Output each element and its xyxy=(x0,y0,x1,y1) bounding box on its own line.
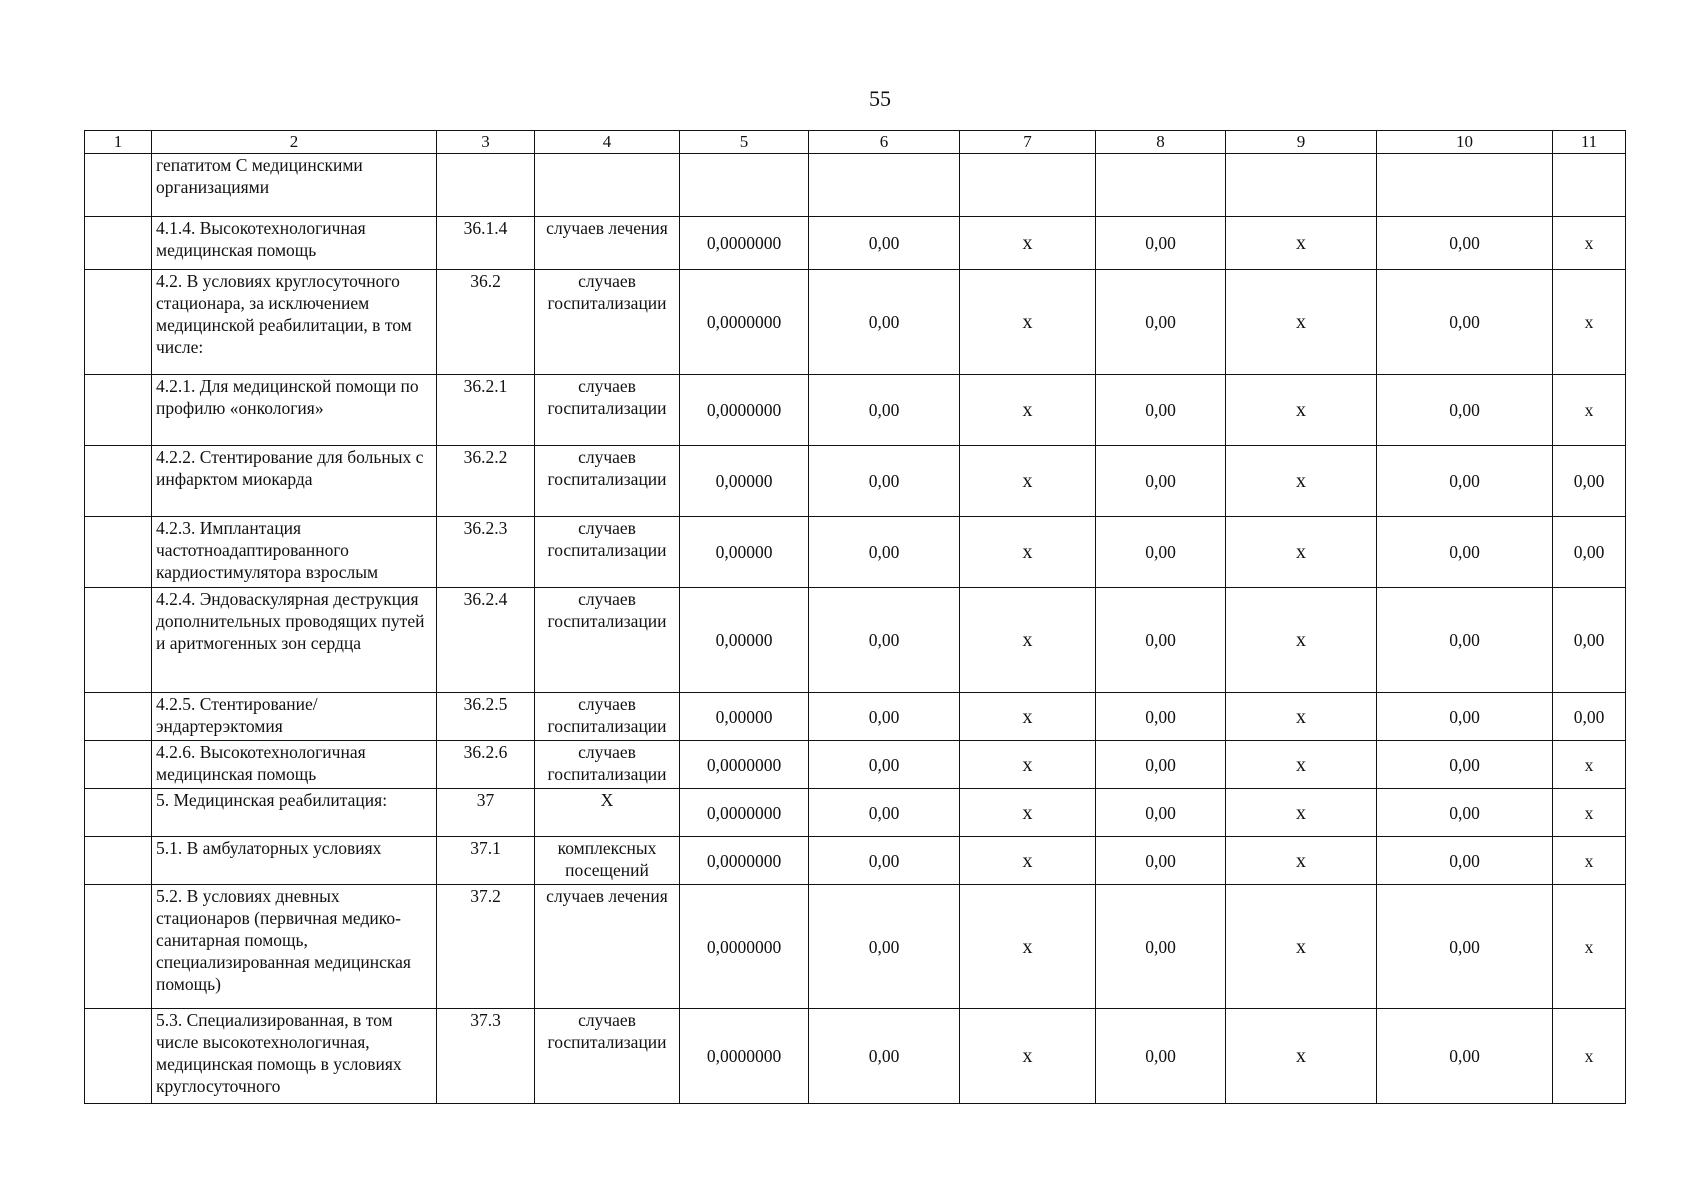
cell-col7: х xyxy=(960,741,1096,789)
cell-col4: случаев госпитализации xyxy=(535,375,680,446)
cell-col11 xyxy=(1553,154,1626,217)
cell-col5: 0,0000000 xyxy=(680,375,809,446)
cell-col9: х xyxy=(1226,375,1377,446)
cell-col9: х xyxy=(1226,446,1377,517)
cell-col10 xyxy=(1377,154,1553,217)
table-row xyxy=(85,789,1626,837)
cell-col10: 0,00 xyxy=(1377,375,1553,446)
cell-col5: 0,0000000 xyxy=(680,837,809,885)
cell-col8: 0,00 xyxy=(1096,837,1226,885)
cell-col8: 0,00 xyxy=(1096,446,1226,517)
cell-col8: 0,00 xyxy=(1096,1009,1226,1104)
cell-col5: 0,0000000 xyxy=(680,1009,809,1104)
cell-col10: 0,00 xyxy=(1377,741,1553,789)
cell-col9: х xyxy=(1226,270,1377,375)
cell-col6: 0,00 xyxy=(809,588,960,693)
cell-col7 xyxy=(960,154,1096,217)
cell-col5: 0,0000000 xyxy=(680,789,809,837)
row-number-cell xyxy=(85,217,152,270)
cell-col5: 0,00000 xyxy=(680,517,809,588)
col-header: 9 xyxy=(1226,131,1377,154)
cell-col7: х xyxy=(960,375,1096,446)
cell-col3: 36.2.2 xyxy=(437,446,535,517)
cell-col8: 0,00 xyxy=(1096,885,1226,1009)
cell-col11: 0,00 xyxy=(1553,588,1626,693)
col-header: 8 xyxy=(1096,131,1226,154)
cell-col6: 0,00 xyxy=(809,837,960,885)
table-row xyxy=(85,217,1626,270)
cell-col3: 37 xyxy=(437,789,535,837)
cell-col5: 0,0000000 xyxy=(680,741,809,789)
cell-col7: х xyxy=(960,1009,1096,1104)
cell-col11: 0,00 xyxy=(1553,517,1626,588)
col-header: 3 xyxy=(437,131,535,154)
cell-col10: 0,00 xyxy=(1377,270,1553,375)
cell-col11: х xyxy=(1553,837,1626,885)
cell-col4: случаев госпитализации xyxy=(535,741,680,789)
cell-col4: случаев госпитализации xyxy=(535,446,680,517)
cell-col9: х xyxy=(1226,217,1377,270)
cell-col3: 36.2.4 xyxy=(437,588,535,693)
cell-col6: 0,00 xyxy=(809,693,960,741)
cell-col2: 4.1.4. Высокотехнологичная медицинская помощь xyxy=(152,217,437,270)
table-row xyxy=(85,446,1626,517)
cell-col11: 0,00 xyxy=(1553,693,1626,741)
cell-col6 xyxy=(809,154,960,217)
cell-col5: 0,0000000 xyxy=(680,217,809,270)
cell-col10: 0,00 xyxy=(1377,517,1553,588)
table-row xyxy=(85,885,1626,1009)
cell-col9: х xyxy=(1226,588,1377,693)
cell-col10: 0,00 xyxy=(1377,446,1553,517)
cell-col4 xyxy=(535,154,680,217)
table-row xyxy=(85,375,1626,446)
cell-col4: случаев лечения xyxy=(535,217,680,270)
row-number-cell xyxy=(85,837,152,885)
cell-col11: 0,00 xyxy=(1553,446,1626,517)
cell-col6: 0,00 xyxy=(809,789,960,837)
cell-col5: 0,00000 xyxy=(680,446,809,517)
col-header: 2 xyxy=(152,131,437,154)
cell-col2: гепатитом С медицинскими организациями xyxy=(152,154,437,217)
cell-col9: х xyxy=(1226,741,1377,789)
row-number-cell xyxy=(85,154,152,217)
cell-col4: случаев лечения xyxy=(535,885,680,1009)
table-row xyxy=(85,270,1626,375)
cell-col2: 5. Медицинская реабилитация: xyxy=(152,789,437,837)
cell-col6: 0,00 xyxy=(809,446,960,517)
col-header: 1 xyxy=(85,131,152,154)
cell-col3: 36.2.6 xyxy=(437,741,535,789)
row-number-cell xyxy=(85,588,152,693)
cell-col3 xyxy=(437,154,535,217)
cell-col8: 0,00 xyxy=(1096,741,1226,789)
cell-col11: х xyxy=(1553,270,1626,375)
col-header: 4 xyxy=(535,131,680,154)
row-number-cell xyxy=(85,446,152,517)
cell-col3: 36.2.1 xyxy=(437,375,535,446)
cell-col2: 4.2.5. Стентирование/эндартерэктомия xyxy=(152,693,437,741)
cell-col2: 5.3. Специализированная, в том числе высокотехнологичная, медицинская помощь в условиях круглосуточного xyxy=(152,1009,437,1104)
cell-col4: случаев госпитализации xyxy=(535,517,680,588)
row-number-cell xyxy=(85,885,152,1009)
cell-col4: случаев госпитализации xyxy=(535,588,680,693)
col-header: 6 xyxy=(809,131,960,154)
table-row xyxy=(85,588,1626,693)
cell-col9 xyxy=(1226,154,1377,217)
cell-col9: х xyxy=(1226,837,1377,885)
cell-col8: 0,00 xyxy=(1096,517,1226,588)
cell-col7: х xyxy=(960,693,1096,741)
row-number-cell xyxy=(85,270,152,375)
cell-col6: 0,00 xyxy=(809,1009,960,1104)
cell-col7: х xyxy=(960,446,1096,517)
cell-col9: х xyxy=(1226,885,1377,1009)
cell-col8: 0,00 xyxy=(1096,375,1226,446)
cell-col2: 4.2.1. Для медицинской помощи по профилю «онкология» xyxy=(152,375,437,446)
cell-col8: 0,00 xyxy=(1096,217,1226,270)
cell-col2: 4.2.4. Эндоваскулярная деструкция дополнительных проводящих путей и аритмогенных зон сердца xyxy=(152,588,437,693)
cell-col11: х xyxy=(1553,217,1626,270)
cell-col7: х xyxy=(960,270,1096,375)
cell-col2: 4.2.6. Высокотехнологичная медицинская помощь xyxy=(152,741,437,789)
cell-col10: 0,00 xyxy=(1377,837,1553,885)
cell-col11: х xyxy=(1553,789,1626,837)
col-header: 7 xyxy=(960,131,1096,154)
cell-col7: х xyxy=(960,517,1096,588)
cell-col10: 0,00 xyxy=(1377,693,1553,741)
cell-col10: 0,00 xyxy=(1377,1009,1553,1104)
cell-col4: случаев госпитализации xyxy=(535,270,680,375)
cell-col4: Х xyxy=(535,789,680,837)
cell-col11: х xyxy=(1553,885,1626,1009)
cell-col6: 0,00 xyxy=(809,270,960,375)
table-row xyxy=(85,1009,1626,1104)
cell-col7: х xyxy=(960,885,1096,1009)
row-number-cell xyxy=(85,517,152,588)
cell-col10: 0,00 xyxy=(1377,588,1553,693)
cell-col8: 0,00 xyxy=(1096,693,1226,741)
row-number-cell xyxy=(85,693,152,741)
cell-col11: х xyxy=(1553,741,1626,789)
cell-col8: 0,00 xyxy=(1096,588,1226,693)
cell-col5 xyxy=(680,154,809,217)
col-header: 5 xyxy=(680,131,809,154)
cell-col10: 0,00 xyxy=(1377,885,1553,1009)
column-number-header xyxy=(85,131,1626,154)
cell-col6: 0,00 xyxy=(809,375,960,446)
row-number-cell xyxy=(85,741,152,789)
cell-col4: комплексных посещений xyxy=(535,837,680,885)
data-table xyxy=(84,130,1626,1104)
cell-col8 xyxy=(1096,154,1226,217)
cell-col3: 36.1.4 xyxy=(437,217,535,270)
cell-col7: х xyxy=(960,789,1096,837)
cell-col5: 0,00000 xyxy=(680,693,809,741)
cell-col11: х xyxy=(1553,375,1626,446)
cell-col3: 36.2.5 xyxy=(437,693,535,741)
table-row xyxy=(85,517,1626,588)
cell-col6: 0,00 xyxy=(809,217,960,270)
cell-col2: 5.1. В амбулаторных условиях xyxy=(152,837,437,885)
cell-col3: 36.2.3 xyxy=(437,517,535,588)
cell-col9: х xyxy=(1226,1009,1377,1104)
table-row xyxy=(85,741,1626,789)
cell-col11: х xyxy=(1553,1009,1626,1104)
row-number-cell xyxy=(85,375,152,446)
cell-col9: х xyxy=(1226,789,1377,837)
cell-col3: 37.2 xyxy=(437,885,535,1009)
cell-col8: 0,00 xyxy=(1096,789,1226,837)
col-header: 10 xyxy=(1377,131,1553,154)
cell-col2: 5.2. В условиях дневных стационаров (первичная медико-санитарная помощь, специализированная медицинская помощь) xyxy=(152,885,437,1009)
cell-col10: 0,00 xyxy=(1377,789,1553,837)
cell-col6: 0,00 xyxy=(809,517,960,588)
cell-col3: 36.2 xyxy=(437,270,535,375)
cell-col9: х xyxy=(1226,517,1377,588)
row-number-cell xyxy=(85,789,152,837)
table-row xyxy=(85,837,1626,885)
cell-col4: случаев госпитализации xyxy=(535,1009,680,1104)
cell-col10: 0,00 xyxy=(1377,217,1553,270)
cell-col5: 0,0000000 xyxy=(680,270,809,375)
cell-col2: 4.2.3. Имплантация частотноадаптированного кардиостимулятора взрослым xyxy=(152,517,437,588)
cell-col7: х xyxy=(960,837,1096,885)
cell-col2: 4.2. В условиях круглосуточного стационара, за исключением медицинской реабилитации, в том числе: xyxy=(152,270,437,375)
cell-col3: 37.3 xyxy=(437,1009,535,1104)
cell-col6: 0,00 xyxy=(809,885,960,1009)
cell-col5: 0,0000000 xyxy=(680,885,809,1009)
cell-col7: х xyxy=(960,588,1096,693)
cell-col6: 0,00 xyxy=(809,741,960,789)
page-number: 55 xyxy=(869,86,891,111)
table-row xyxy=(85,154,1626,217)
cell-col4: случаев госпитализации xyxy=(535,693,680,741)
table-row xyxy=(85,693,1626,741)
cell-col2: 4.2.2. Стентирование для больных с инфарктом миокарда xyxy=(152,446,437,517)
cell-col7: х xyxy=(960,217,1096,270)
cell-col5: 0,00000 xyxy=(680,588,809,693)
cell-col8: 0,00 xyxy=(1096,270,1226,375)
cell-col9: х xyxy=(1226,693,1377,741)
row-number-cell xyxy=(85,1009,152,1104)
cell-col3: 37.1 xyxy=(437,837,535,885)
col-header: 11 xyxy=(1553,131,1626,154)
